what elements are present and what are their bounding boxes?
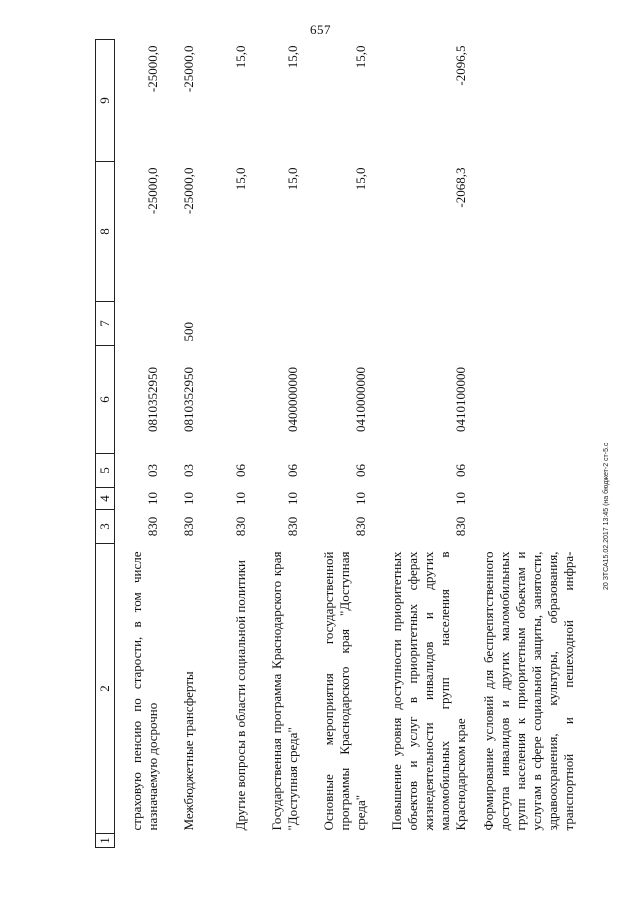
- cell-section: 10: [180, 492, 196, 505]
- table-row: [307, 40, 375, 848]
- cell-amount-8: -25000,0: [180, 167, 196, 215]
- cell-amount-9: 15,0: [232, 45, 248, 69]
- header-cell: 4: [96, 488, 115, 510]
- cell-expense-type: [115, 302, 167, 346]
- table-row: [255, 40, 307, 848]
- cell-code: 830: [352, 516, 368, 537]
- cell-subsection: 03: [144, 464, 160, 477]
- cell-amount-8: 15,0: [284, 167, 300, 191]
- rotated-table-container: [95, 40, 581, 848]
- row-name: Другие вопросы в области социальной политики: [232, 560, 248, 831]
- cell-code: 830: [284, 516, 300, 537]
- cell-amount-9: -25000,0: [144, 45, 160, 93]
- cell-code: [475, 510, 583, 544]
- cell-target: [475, 346, 583, 454]
- header-cell: 6: [96, 346, 115, 454]
- row-name: Формирование условий для беспрепятственного доступа инвалидов и других маломобильных групп населения к приоритетным объектам и услугам в сфере социальной защиты, занятости, здравоохранения, культуры, образования, транспортной и пешеходной инфра-: [480, 551, 576, 831]
- cell-amount-8: 15,0: [232, 167, 248, 191]
- header-cell: 7: [96, 302, 115, 346]
- cell-subsection: 06: [284, 464, 300, 477]
- cell-expense-type: [255, 302, 307, 346]
- cell-amount-9: 15,0: [352, 45, 368, 69]
- cell-amount-8: -2068,3: [452, 167, 468, 208]
- cell-section: [475, 488, 583, 510]
- cell-amount-9: [475, 40, 583, 162]
- cell-code: 830: [180, 516, 196, 537]
- row-name: Основные мероприятия государственной программы Краснодарского края "Доступная среда": [320, 551, 368, 831]
- cell-expense-type: [475, 302, 583, 346]
- table-row: [375, 40, 475, 848]
- cell-target: 0400000000: [284, 367, 300, 432]
- header-row: [96, 40, 115, 848]
- cell-target: [203, 346, 255, 454]
- row-name: Повышение уровня доступности приоритетных объектов и услуг в приоритетных сферах жизнедеятельности инвалидов и других маломобильных групп населения в Краснодарском крае: [388, 551, 468, 831]
- header-cell: 9: [96, 40, 115, 162]
- cell-section: 10: [232, 492, 248, 505]
- cell-code: 830: [232, 516, 248, 537]
- table-row: [203, 40, 255, 848]
- cell-target: 0410000000: [352, 367, 368, 432]
- cell-target: 0810352950: [180, 367, 196, 432]
- cell-amount-9: -25000,0: [180, 45, 196, 93]
- header-cell: 3: [96, 510, 115, 544]
- cell-amount-9: 15,0: [284, 45, 300, 69]
- cell-code: 830: [452, 516, 468, 537]
- cell-amount-8: 15,0: [352, 167, 368, 191]
- cell-subsection: 06: [352, 464, 368, 477]
- cell-section: 10: [452, 492, 468, 505]
- cell-subsection: [475, 454, 583, 488]
- cell-section: 10: [144, 492, 160, 505]
- row-name: Межбюджетные трансферты: [180, 671, 196, 831]
- header-cell: 2: [96, 544, 115, 834]
- cell-expense-type: 500: [180, 322, 196, 342]
- header-cell: 8: [96, 162, 115, 302]
- table-row: [475, 40, 583, 848]
- cell-amount-8: -25000,0: [144, 167, 160, 215]
- cell-target: 0410100000: [452, 367, 468, 432]
- header-cell: 5: [96, 454, 115, 488]
- cell-subsection: 06: [452, 464, 468, 477]
- cell-subsection: 06: [232, 464, 248, 477]
- cell-subsection: 03: [180, 464, 196, 477]
- cell-code: 830: [144, 516, 160, 537]
- header-cell: 1: [96, 834, 115, 848]
- side-note: 20 ЗТСА15.02.2017 13:45 (на бюджет-2 ст-5.с: [603, 442, 610, 590]
- table-row: [167, 40, 203, 848]
- row-name: Государственная программа Краснодарского края "Доступная среда": [268, 551, 300, 831]
- cell-section: 10: [352, 492, 368, 505]
- cell-amount-8: [475, 162, 583, 302]
- cell-target: 0810352950: [144, 367, 160, 432]
- page-number: 657: [310, 22, 331, 37]
- cell-expense-type: [375, 302, 475, 346]
- cell-expense-type: [203, 302, 255, 346]
- table-row: [115, 40, 167, 848]
- cell-section: 10: [284, 492, 300, 505]
- budget-table: [95, 39, 583, 848]
- row-name: страховую пенсию по старости, в том числе назначаемую досрочно: [128, 551, 160, 831]
- cell-amount-9: -2096,5: [452, 45, 468, 86]
- cell-expense-type: [307, 302, 375, 346]
